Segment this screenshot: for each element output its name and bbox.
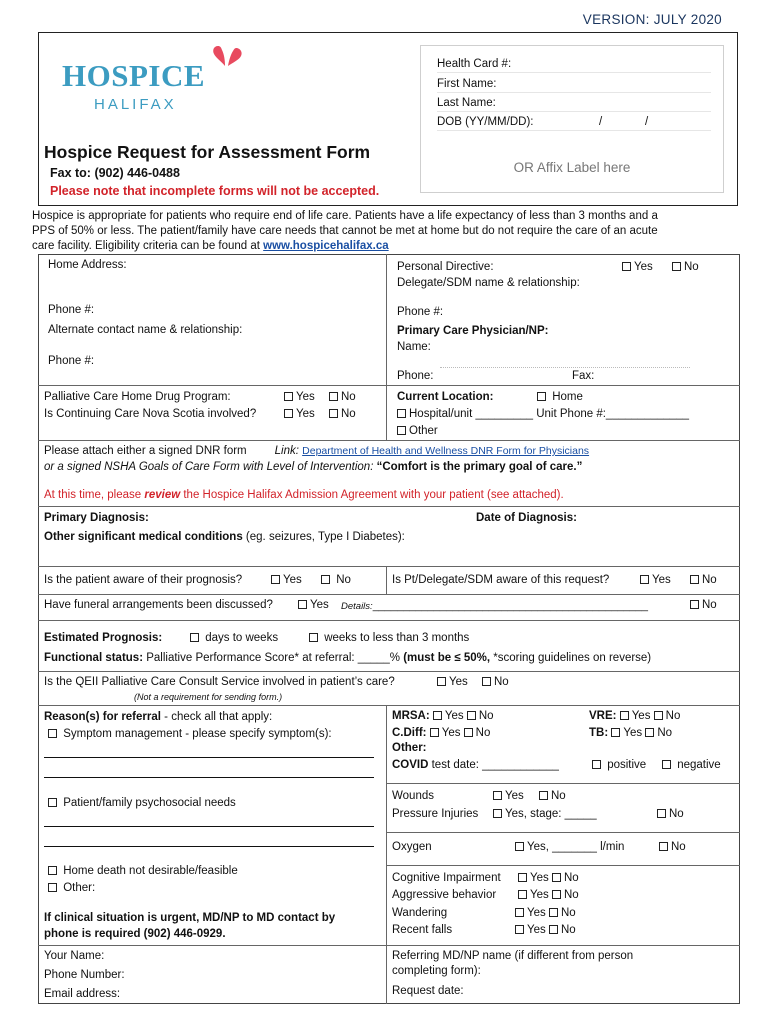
logo-subtitle: HALIFAX [94,96,177,113]
checkbox-icon[interactable] [437,677,446,686]
checkbox-icon[interactable] [537,392,546,401]
checkbox-icon[interactable] [515,925,524,934]
dnr-form-link[interactable]: Department of Health and Wellness DNR Form for Physicians [302,445,590,457]
request-awareness-yes[interactable]: Yes [640,574,671,586]
divider [38,385,740,386]
checkbox-icon[interactable] [284,409,293,418]
checkbox-icon[interactable] [493,809,502,818]
fax-number: Fax to: (902) 446-0488 [50,166,180,180]
aggressive-label: Aggressive behavior [392,889,497,901]
wandering-options[interactable]: Yes No [515,907,576,919]
checkbox-icon[interactable] [48,798,57,807]
alternate-phone-label: Phone #: [48,355,95,367]
recent-falls-label: Recent falls [392,924,453,936]
checkbox-icon[interactable] [321,575,330,584]
cdiff-row[interactable]: C.Diff: Yes No [392,727,491,739]
column-divider [386,254,387,440]
patient-label-box[interactable] [420,45,724,193]
checkbox-icon[interactable] [397,409,406,418]
divider [386,832,740,833]
checkbox-icon[interactable] [657,809,666,818]
checkbox-icon[interactable] [672,262,681,271]
divider [38,671,740,672]
checkbox-icon[interactable] [552,890,561,899]
recent-falls-options[interactable]: Yes No [515,924,576,936]
incomplete-warning: Please note that incomplete forms will not be accepted. [50,184,380,198]
consult-no[interactable]: No [482,676,509,688]
delegate-phone-label: Phone #: [397,306,444,318]
checkbox-icon[interactable] [464,728,473,737]
psychosocial-line[interactable] [44,826,374,827]
checkbox-icon[interactable] [539,791,548,800]
checkbox-icon[interactable] [190,633,199,642]
funeral-label: Have funeral arrangements been discussed? [44,599,273,611]
mrsa-row[interactable]: MRSA: Yes No [392,710,494,722]
checkbox-icon[interactable] [690,575,699,584]
checkbox-icon[interactable] [552,873,561,882]
checkbox-icon[interactable] [690,600,699,609]
functional-status: Functional status: Palliative Performance Score* at referral: _____% (must be ≤ 50%, *scoring guidelines on reverse) [44,652,652,664]
alternate-contact-label: Alternate contact name & relationship: [48,324,243,336]
checkbox-icon[interactable] [48,883,57,892]
checkbox-icon[interactable] [654,711,663,720]
referring-label-2: completing form): [392,965,481,977]
checkbox-icon[interactable] [640,575,649,584]
checkbox-icon[interactable] [549,925,558,934]
prognosis-awareness-label: Is the patient aware of their prognosis? [44,574,243,586]
divider [38,945,740,946]
divider [38,620,740,621]
checkbox-icon[interactable] [662,760,671,769]
personal-directive-label: Personal Directive: [397,261,494,273]
pcp-fax-label: Fax: [572,370,595,382]
drug-program-no[interactable]: No [329,391,356,403]
dob-field[interactable]: DOB (YY/MM/DD): / / [437,116,711,131]
ccns-no[interactable]: No [329,408,356,420]
pcp-phone-label: Phone: [397,370,434,382]
symptom-line[interactable] [44,777,374,778]
reason-other[interactable]: Other: [48,882,95,894]
heart-icon [212,44,244,72]
request-awareness-label: Is Pt/Delegate/SDM aware of this request? [392,574,610,586]
drug-program-yes[interactable]: Yes [284,391,315,403]
your-name-label: Your Name: [44,950,105,962]
form-title: Hospice Request for Assessment Form [44,142,371,162]
funeral-yes[interactable]: Yes [298,599,329,611]
health-card-field[interactable]: Health Card #: [437,58,711,73]
checkbox-icon[interactable] [592,760,601,769]
urgent-note-2: phone is required (902) 446-0929. [44,928,226,940]
cognitive-label: Cognitive Impairment [392,872,501,884]
ccns-label: Is Continuing Care Nova Scotia involved? [44,408,257,420]
checkbox-icon[interactable] [611,728,620,737]
home-phone-label: Phone #: [48,304,95,316]
hospice-website-link[interactable]: www.hospicehalifax.ca [263,240,389,252]
consult-yes[interactable]: Yes [437,676,468,688]
oxygen-no[interactable]: No [659,841,686,853]
checkbox-icon[interactable] [433,711,442,720]
estimated-prognosis-label: Estimated Prognosis: [44,632,163,644]
divider [386,783,740,784]
home-address-label: Home Address: [48,259,127,271]
tb-row[interactable]: TB: Yes No [589,727,673,739]
divider [386,865,740,866]
checkbox-icon[interactable] [645,728,654,737]
current-location-label: Current Location: [397,391,494,403]
eligibility-intro: Hospice is appropriate for patients who require end of life care. Patients have a life expectancy of less than 3 months and a PPS of 50% or less. The patient/family have care needs that cannot be met at home but do not require the care of an acute care facility. Eligibility criteria can be found at www.hospicehalifax.ca [32,210,658,252]
covid-test-date[interactable]: COVID test date: ____________ [392,759,559,771]
urgent-note-1: If clinical situation is urgent, MD/NP to MD contact by [44,912,336,924]
psychosocial-line[interactable] [44,846,374,847]
checkbox-icon[interactable] [298,600,307,609]
consult-question: Is the QEII Palliative Care Consult Service involved in patient’s care? [44,676,395,688]
pressure-injuries-no[interactable]: No [657,808,684,820]
checkbox-icon[interactable] [48,866,57,875]
vre-row[interactable]: VRE: Yes No [589,710,681,722]
prognosis-days-weeks[interactable]: days to weeks [190,632,278,644]
goals-of-care-instruction: or a signed NSHA Goals of Care Form with Level of Intervention: “Comfort is the primary goal of care.” [44,461,583,473]
divider [38,594,740,595]
affix-label-hint: OR Affix Label here [513,160,631,175]
checkbox-icon[interactable] [620,711,629,720]
pcp-name-label: Name: [397,341,431,353]
checkbox-icon[interactable] [329,409,338,418]
cognitive-options[interactable]: Yes No [518,872,579,884]
referring-label-1: Referring MD/NP name (if different from person [392,950,634,962]
other-conditions-label: Other significant medical conditions (eg. seizures, Type I Diabetes): [44,531,405,543]
drug-program-label: Palliative Care Home Drug Program: [44,391,231,403]
version-label: VERSION: JULY 2020 [582,12,722,27]
aggressive-options[interactable]: Yes No [518,889,579,901]
checkbox-icon[interactable] [515,908,524,917]
personal-directive-yes[interactable]: Yes [622,261,653,273]
location-other[interactable]: Other [397,425,438,437]
admission-agreement-note: At this time, please review the Hospice Halifax Admission Agreement with your patient (see attached). [44,489,564,501]
checkbox-icon[interactable] [518,873,527,882]
phone-number-label: Phone Number: [44,969,125,981]
divider [38,440,740,441]
checkbox-icon[interactable] [622,262,631,271]
checkbox-icon[interactable] [284,392,293,401]
oxygen-yes[interactable]: Yes, _______ l/min [515,841,624,853]
symptom-line[interactable] [44,757,374,758]
checkbox-icon[interactable] [271,575,280,584]
wounds-label: Wounds [392,790,434,802]
checkbox-icon[interactable] [48,729,57,738]
divider [38,506,740,507]
delegate-label: Delegate/SDM name & relationship: [397,277,580,289]
ccns-yes[interactable]: Yes [284,408,315,420]
funeral-details[interactable]: Details:_____________________________________________ [341,600,648,612]
consult-note: (Not a requirement for sending form.) [134,692,283,702]
wandering-label: Wandering [392,907,448,919]
funeral-no[interactable]: No [690,599,717,611]
checkbox-icon[interactable] [397,426,406,435]
checkbox-icon[interactable] [515,842,524,851]
location-home[interactable]: Home [537,391,583,403]
location-hospital[interactable]: Hospital/unit _________ Unit Phone #:_____________ [397,408,689,420]
request-awareness-no[interactable]: No [690,574,717,586]
checkbox-icon[interactable] [518,890,527,899]
checkbox-icon[interactable] [493,791,502,800]
wounds-yes[interactable]: Yes [493,790,524,802]
request-date-label: Request date: [392,985,464,997]
referral-reasons-title: Reason(s) for referral - check all that apply: [44,711,273,723]
dnr-instruction: Please attach either a signed DNR form Link: Department of Health and Wellness DNR Form for Physicians [44,445,590,457]
divider [38,566,740,567]
pcp-label: Primary Care Physician/NP: [397,325,549,337]
logo-wordmark: HOSPICE [62,58,206,93]
column-divider [386,566,387,594]
covid-negative[interactable]: negative [662,759,721,771]
pressure-injuries-yes[interactable]: Yes, stage: _____ [493,808,597,820]
diagnosis-date-label: Date of Diagnosis: [476,512,577,524]
first-name-field[interactable]: First Name: [437,78,711,93]
oxygen-label: Oxygen [392,841,432,853]
infection-other-label: Other: [392,742,427,754]
checkbox-icon[interactable] [430,728,439,737]
checkbox-icon[interactable] [309,633,318,642]
column-divider [386,705,387,1004]
divider [38,705,740,706]
reason-home-death[interactable]: Home death not desirable/feasible [48,865,238,877]
covid-positive[interactable]: positive [592,759,646,771]
checkbox-icon[interactable] [329,392,338,401]
checkbox-icon[interactable] [549,908,558,917]
pressure-injuries-label: Pressure Injuries [392,808,479,820]
pcp-name-line[interactable] [440,367,690,368]
reason-symptom-management[interactable]: Symptom management - please specify symptom(s): [48,728,332,740]
email-label: Email address: [44,988,121,1000]
checkbox-icon[interactable] [467,711,476,720]
prognosis-weeks-months[interactable]: weeks to less than 3 months [309,632,469,644]
checkbox-icon[interactable] [659,842,668,851]
reason-psychosocial[interactable]: Patient/family psychosocial needs [48,797,236,809]
checkbox-icon[interactable] [482,677,491,686]
prognosis-awareness-yes[interactable]: Yes [271,574,302,586]
prognosis-awareness-no[interactable]: No [321,574,351,586]
personal-directive-no[interactable]: No [672,261,699,273]
primary-diagnosis-label: Primary Diagnosis: [44,512,149,524]
last-name-field[interactable]: Last Name: [437,97,711,112]
wounds-no[interactable]: No [539,790,566,802]
